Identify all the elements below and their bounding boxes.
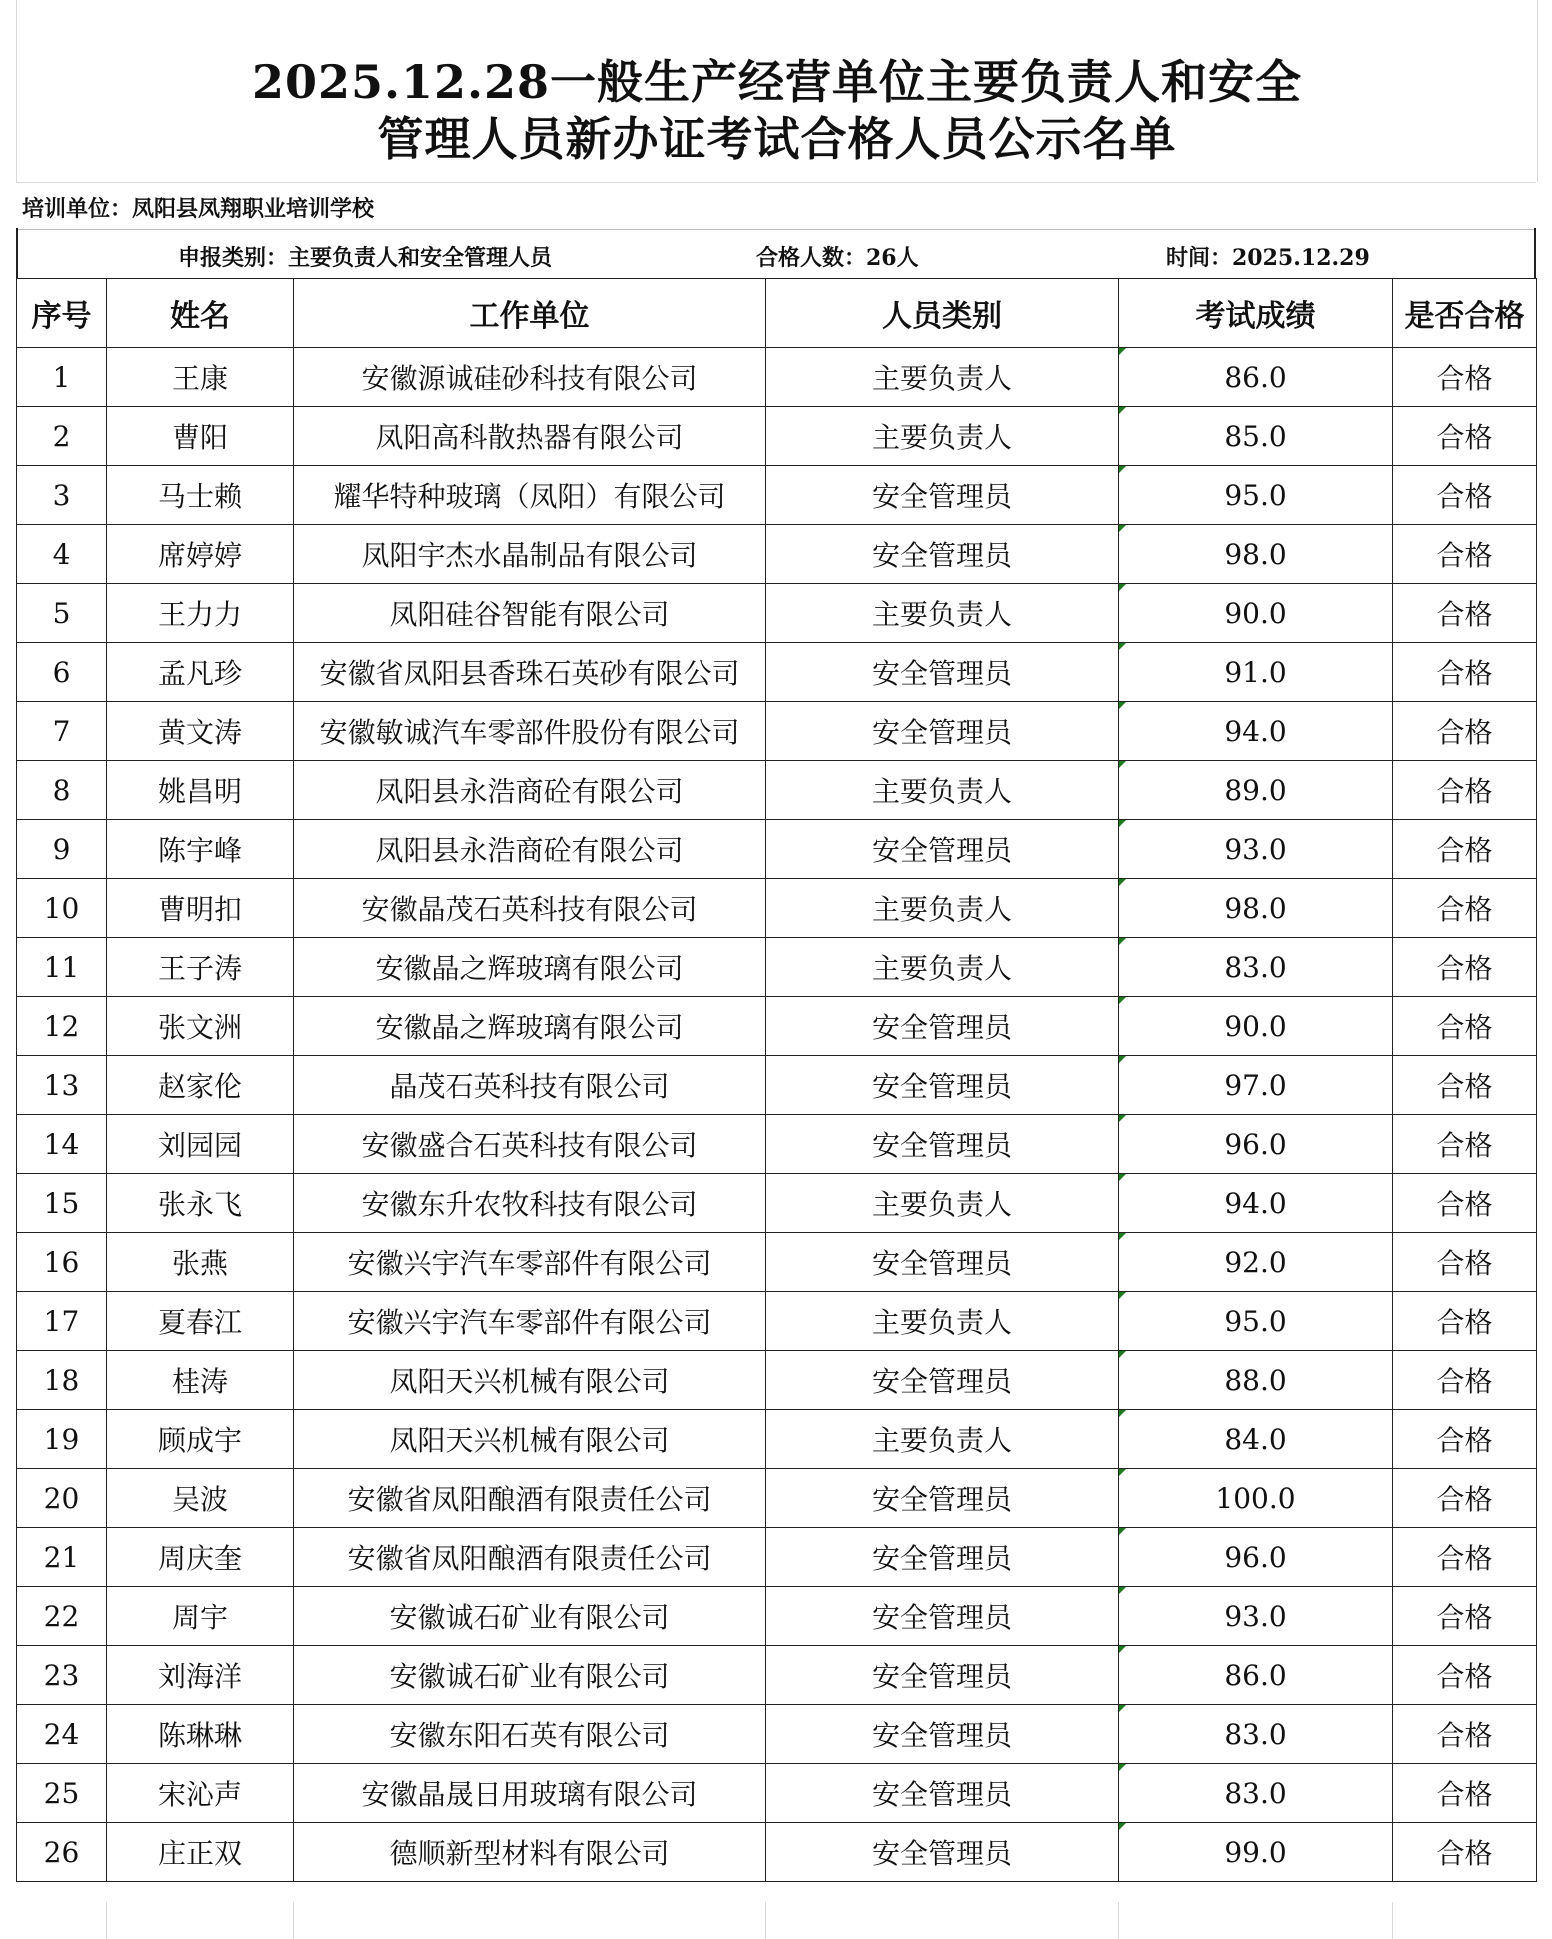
cell-employer: 凤阳天兴机械有限公司 <box>294 1410 766 1469</box>
cell-score <box>1119 879 1393 938</box>
table-row <box>17 997 1537 1056</box>
cell-name: 刘园园 <box>107 1115 294 1174</box>
cell-name: 席婷婷 <box>107 525 294 584</box>
cell-name: 吴波 <box>107 1469 294 1528</box>
cell-flag-icon <box>1119 348 1126 355</box>
cell-employer: 安徽省凤阳酿酒有限责任公司 <box>294 1469 766 1528</box>
score-value: 85.0 <box>1224 419 1287 453</box>
cell-category: 安全管理员 <box>766 1115 1119 1174</box>
cell-name: 顾成宇 <box>107 1410 294 1469</box>
table-row <box>17 407 1537 466</box>
cell-serial: 25 <box>17 1764 107 1823</box>
cell-score <box>1119 1469 1393 1528</box>
table-row <box>17 702 1537 761</box>
cell-pass: 合格 <box>1393 1292 1537 1351</box>
column-divider <box>293 1902 294 1939</box>
date-text: 时间：2025.12.29 <box>1166 245 1370 271</box>
cell-flag-icon <box>1119 1705 1126 1712</box>
cell-pass: 合格 <box>1393 761 1537 820</box>
cell-flag-icon <box>1119 643 1126 650</box>
cell-serial: 11 <box>17 938 107 997</box>
cell-name: 姚昌明 <box>107 761 294 820</box>
cell-pass: 合格 <box>1393 1174 1537 1233</box>
table-row <box>17 466 1537 525</box>
training-unit-row <box>16 182 1536 230</box>
header-employer: 工作单位 <box>294 279 766 348</box>
cell-employer: 安徽敏诚汽车零部件股份有限公司 <box>294 702 766 761</box>
cell-serial: 15 <box>17 1174 107 1233</box>
cell-category: 安全管理员 <box>766 1351 1119 1410</box>
cell-name: 马士赖 <box>107 466 294 525</box>
cell-pass: 合格 <box>1393 348 1537 407</box>
score-value: 93.0 <box>1224 1599 1287 1633</box>
cell-pass: 合格 <box>1393 820 1537 879</box>
cell-name: 桂涛 <box>107 1351 294 1410</box>
cell-name: 赵家伦 <box>107 1056 294 1115</box>
cell-employer: 安徽盛合石英科技有限公司 <box>294 1115 766 1174</box>
cell-serial: 14 <box>17 1115 107 1174</box>
cell-category: 主要负责人 <box>766 1410 1119 1469</box>
cell-employer: 晶茂石英科技有限公司 <box>294 1056 766 1115</box>
cell-flag-icon <box>1119 584 1126 591</box>
cell-employer: 安徽晶之辉玻璃有限公司 <box>294 938 766 997</box>
cell-name: 陈宇峰 <box>107 820 294 879</box>
score-value: 95.0 <box>1224 1304 1287 1338</box>
cell-flag-icon <box>1119 820 1126 827</box>
cell-employer: 凤阳高科散热器有限公司 <box>294 407 766 466</box>
cell-score <box>1119 348 1393 407</box>
cell-pass: 合格 <box>1393 1823 1537 1882</box>
cell-name: 张燕 <box>107 1233 294 1292</box>
cell-flag-icon <box>1119 1056 1126 1063</box>
cell-flag-icon <box>1119 1469 1126 1476</box>
cell-score <box>1119 702 1393 761</box>
page-title-line-1: 2025.12.28一般生产经营单位主要负责人和安全 <box>251 55 1303 109</box>
score-value: 98.0 <box>1224 891 1287 925</box>
table-row <box>17 348 1537 407</box>
cell-category: 安全管理员 <box>766 525 1119 584</box>
cell-serial: 17 <box>17 1292 107 1351</box>
table-row <box>17 1292 1537 1351</box>
cell-category: 安全管理员 <box>766 1587 1119 1646</box>
table-row <box>17 1410 1537 1469</box>
cell-serial: 16 <box>17 1233 107 1292</box>
cell-serial: 20 <box>17 1469 107 1528</box>
column-divider <box>1118 1902 1119 1939</box>
cell-employer: 安徽晶之辉玻璃有限公司 <box>294 997 766 1056</box>
column-divider <box>765 1902 766 1939</box>
cell-score <box>1119 1705 1393 1764</box>
cell-pass: 合格 <box>1393 1587 1537 1646</box>
score-value: 84.0 <box>1224 1422 1287 1456</box>
title-block <box>16 0 1538 182</box>
cell-name: 庄正双 <box>107 1823 294 1882</box>
cell-pass: 合格 <box>1393 1410 1537 1469</box>
cell-score <box>1119 1233 1393 1292</box>
cell-flag-icon <box>1119 1174 1126 1181</box>
cell-serial: 6 <box>17 643 107 702</box>
cell-score <box>1119 1528 1393 1587</box>
cell-serial: 9 <box>17 820 107 879</box>
cell-category: 安全管理员 <box>766 1528 1119 1587</box>
score-value: 91.0 <box>1224 655 1287 689</box>
cell-category: 安全管理员 <box>766 466 1119 525</box>
cell-pass: 合格 <box>1393 1056 1537 1115</box>
cell-pass: 合格 <box>1393 1764 1537 1823</box>
cell-employer: 安徽源诚硅砂科技有限公司 <box>294 348 766 407</box>
table-row <box>17 1469 1537 1528</box>
cell-pass: 合格 <box>1393 1469 1537 1528</box>
cell-serial: 10 <box>17 879 107 938</box>
table-row <box>17 1764 1537 1823</box>
cell-name: 黄文涛 <box>107 702 294 761</box>
page-title-line-2: 管理人员新办证考试合格人员公示名单 <box>377 112 1177 166</box>
score-value: 96.0 <box>1224 1127 1287 1161</box>
cell-serial: 3 <box>17 466 107 525</box>
pass-count-text: 合格人数：26人 <box>756 245 919 271</box>
cell-flag-icon <box>1119 761 1126 768</box>
cell-serial: 1 <box>17 348 107 407</box>
score-value: 88.0 <box>1224 1363 1287 1397</box>
cell-pass: 合格 <box>1393 702 1537 761</box>
cell-category: 安全管理员 <box>766 1705 1119 1764</box>
cell-score <box>1119 1115 1393 1174</box>
cell-score <box>1119 1764 1393 1823</box>
header-score: 考试成绩 <box>1119 279 1393 348</box>
cell-pass: 合格 <box>1393 1351 1537 1410</box>
header-category: 人员类别 <box>766 279 1119 348</box>
cell-serial: 23 <box>17 1646 107 1705</box>
cell-category: 主要负责人 <box>766 1292 1119 1351</box>
table-row <box>17 1174 1537 1233</box>
score-value: 86.0 <box>1224 1658 1287 1692</box>
cell-name: 王力力 <box>107 584 294 643</box>
table-row <box>17 1115 1537 1174</box>
table-row <box>17 761 1537 820</box>
cell-serial: 26 <box>17 1823 107 1882</box>
notice-sheet <box>16 0 1536 1939</box>
cell-name: 曹阳 <box>107 407 294 466</box>
cell-category: 安全管理员 <box>766 997 1119 1056</box>
cell-flag-icon <box>1119 466 1126 473</box>
score-value: 97.0 <box>1224 1068 1287 1102</box>
score-value: 99.0 <box>1224 1835 1287 1869</box>
cell-pass: 合格 <box>1393 938 1537 997</box>
cell-employer: 安徽兴宇汽车零部件有限公司 <box>294 1292 766 1351</box>
cell-score <box>1119 1292 1393 1351</box>
cell-score <box>1119 1174 1393 1233</box>
cell-pass: 合格 <box>1393 1528 1537 1587</box>
table-row <box>17 879 1537 938</box>
cell-name: 周庆奎 <box>107 1528 294 1587</box>
score-value: 93.0 <box>1224 832 1287 866</box>
cell-score <box>1119 997 1393 1056</box>
cell-pass: 合格 <box>1393 584 1537 643</box>
cell-name: 陈琳琳 <box>107 1705 294 1764</box>
cell-flag-icon <box>1119 938 1126 945</box>
cell-employer: 凤阳县永浩商砼有限公司 <box>294 761 766 820</box>
cell-pass: 合格 <box>1393 1115 1537 1174</box>
cell-employer: 安徽晶茂石英科技有限公司 <box>294 879 766 938</box>
cell-pass: 合格 <box>1393 1233 1537 1292</box>
cell-flag-icon <box>1119 702 1126 709</box>
cell-serial: 22 <box>17 1587 107 1646</box>
cell-employer: 安徽诚石矿业有限公司 <box>294 1587 766 1646</box>
cell-score <box>1119 1056 1393 1115</box>
cell-name: 张文洲 <box>107 997 294 1056</box>
score-value: 98.0 <box>1224 537 1287 571</box>
cell-flag-icon <box>1119 407 1126 414</box>
table-row <box>17 1528 1537 1587</box>
cell-score <box>1119 1351 1393 1410</box>
cell-category: 安全管理员 <box>766 702 1119 761</box>
header-pass: 是否合格 <box>1393 279 1537 348</box>
table-row <box>17 1056 1537 1115</box>
cell-score <box>1119 525 1393 584</box>
score-value: 100.0 <box>1215 1481 1296 1515</box>
cell-employer: 安徽省凤阳县香珠石英砂有限公司 <box>294 643 766 702</box>
cell-category: 主要负责人 <box>766 938 1119 997</box>
cell-serial: 21 <box>17 1528 107 1587</box>
cell-serial: 12 <box>17 997 107 1056</box>
cell-score <box>1119 820 1393 879</box>
score-value: 94.0 <box>1224 714 1287 748</box>
cell-category: 主要负责人 <box>766 584 1119 643</box>
cell-category: 主要负责人 <box>766 761 1119 820</box>
cell-category: 安全管理员 <box>766 1646 1119 1705</box>
cell-serial: 7 <box>17 702 107 761</box>
cell-name: 孟凡珍 <box>107 643 294 702</box>
cell-serial: 19 <box>17 1410 107 1469</box>
cell-category: 安全管理员 <box>766 1469 1119 1528</box>
cell-score <box>1119 407 1393 466</box>
cell-flag-icon <box>1119 1764 1126 1771</box>
header-serial: 序号 <box>17 279 107 348</box>
cell-score <box>1119 1823 1393 1882</box>
cell-name: 刘海洋 <box>107 1646 294 1705</box>
cell-serial: 5 <box>17 584 107 643</box>
meta-row <box>16 228 1536 278</box>
cell-category: 主要负责人 <box>766 879 1119 938</box>
cell-name: 王康 <box>107 348 294 407</box>
cell-employer: 凤阳硅谷智能有限公司 <box>294 584 766 643</box>
score-value: 89.0 <box>1224 773 1287 807</box>
cell-serial: 4 <box>17 525 107 584</box>
cell-category: 主要负责人 <box>766 348 1119 407</box>
cell-employer: 凤阳天兴机械有限公司 <box>294 1351 766 1410</box>
score-value: 94.0 <box>1224 1186 1287 1220</box>
table-row <box>17 1351 1537 1410</box>
cell-employer: 安徽东阳石英有限公司 <box>294 1705 766 1764</box>
cell-name: 曹明扣 <box>107 879 294 938</box>
cell-name: 夏春江 <box>107 1292 294 1351</box>
cell-pass: 合格 <box>1393 879 1537 938</box>
cell-employer: 凤阳县永浩商砼有限公司 <box>294 820 766 879</box>
cell-pass: 合格 <box>1393 1646 1537 1705</box>
cell-serial: 2 <box>17 407 107 466</box>
results-table <box>16 278 1537 1882</box>
column-divider <box>106 1902 107 1939</box>
score-value: 83.0 <box>1224 1717 1287 1751</box>
header-name: 姓名 <box>107 279 294 348</box>
score-value: 83.0 <box>1224 950 1287 984</box>
score-value: 90.0 <box>1224 1009 1287 1043</box>
cell-category: 安全管理员 <box>766 1764 1119 1823</box>
cell-category: 安全管理员 <box>766 1233 1119 1292</box>
table-row <box>17 643 1537 702</box>
cell-flag-icon <box>1119 1351 1126 1358</box>
cell-employer: 安徽东升农牧科技有限公司 <box>294 1174 766 1233</box>
cell-name: 周宇 <box>107 1587 294 1646</box>
cell-flag-icon <box>1119 1528 1126 1535</box>
cell-serial: 18 <box>17 1351 107 1410</box>
cell-category: 安全管理员 <box>766 1823 1119 1882</box>
cell-pass: 合格 <box>1393 466 1537 525</box>
cell-serial: 24 <box>17 1705 107 1764</box>
cell-employer: 安徽晶晟日用玻璃有限公司 <box>294 1764 766 1823</box>
cell-name: 王子涛 <box>107 938 294 997</box>
cell-flag-icon <box>1119 1646 1126 1653</box>
cell-flag-icon <box>1119 879 1126 886</box>
cell-flag-icon <box>1119 997 1126 1004</box>
training-unit-text: 培训单位：凤阳县凤翔职业培训学校 <box>22 196 375 222</box>
cell-score <box>1119 643 1393 702</box>
cell-name: 张永飞 <box>107 1174 294 1233</box>
table-row <box>17 1587 1537 1646</box>
cell-flag-icon <box>1119 1115 1126 1122</box>
cell-score <box>1119 466 1393 525</box>
cell-serial: 8 <box>17 761 107 820</box>
cell-employer: 耀华特种玻璃（凤阳）有限公司 <box>294 466 766 525</box>
cell-flag-icon <box>1119 525 1126 532</box>
table-header-row <box>17 279 1537 348</box>
table-row <box>17 1233 1537 1292</box>
cell-serial: 13 <box>17 1056 107 1115</box>
cell-employer: 凤阳宇杰水晶制品有限公司 <box>294 525 766 584</box>
cell-flag-icon <box>1119 1587 1126 1594</box>
score-value: 96.0 <box>1224 1540 1287 1574</box>
table-row <box>17 1646 1537 1705</box>
cell-employer: 安徽省凤阳酿酒有限责任公司 <box>294 1528 766 1587</box>
cell-employer: 安徽诚石矿业有限公司 <box>294 1646 766 1705</box>
cell-score <box>1119 1646 1393 1705</box>
cell-score <box>1119 761 1393 820</box>
cell-flag-icon <box>1119 1292 1126 1299</box>
cell-score <box>1119 938 1393 997</box>
cell-category: 安全管理员 <box>766 820 1119 879</box>
table-row <box>17 820 1537 879</box>
cell-flag-icon <box>1119 1823 1126 1830</box>
column-divider <box>1392 1902 1393 1939</box>
cell-category: 主要负责人 <box>766 407 1119 466</box>
score-value: 90.0 <box>1224 596 1287 630</box>
cell-pass: 合格 <box>1393 525 1537 584</box>
table-row <box>17 584 1537 643</box>
table-row <box>17 525 1537 584</box>
cell-name: 宋沁声 <box>107 1764 294 1823</box>
cell-category: 主要负责人 <box>766 1174 1119 1233</box>
score-value: 83.0 <box>1224 1776 1287 1810</box>
score-value: 95.0 <box>1224 478 1287 512</box>
cell-category: 安全管理员 <box>766 643 1119 702</box>
category-text: 申报类别：主要负责人和安全管理人员 <box>178 245 553 271</box>
cell-score <box>1119 1587 1393 1646</box>
score-value: 92.0 <box>1224 1245 1287 1279</box>
cell-pass: 合格 <box>1393 1705 1537 1764</box>
cell-flag-icon <box>1119 1410 1126 1417</box>
table-row <box>17 1823 1537 1882</box>
cell-pass: 合格 <box>1393 407 1537 466</box>
cell-employer: 德顺新型材料有限公司 <box>294 1823 766 1882</box>
table-row <box>17 938 1537 997</box>
cell-flag-icon <box>1119 1233 1126 1240</box>
table-row <box>17 1705 1537 1764</box>
cell-score <box>1119 1410 1393 1469</box>
cell-score <box>1119 584 1393 643</box>
cell-employer: 安徽兴宇汽车零部件有限公司 <box>294 1233 766 1292</box>
cell-pass: 合格 <box>1393 997 1537 1056</box>
cell-pass: 合格 <box>1393 643 1537 702</box>
cell-category: 安全管理员 <box>766 1056 1119 1115</box>
score-value: 86.0 <box>1224 360 1287 394</box>
